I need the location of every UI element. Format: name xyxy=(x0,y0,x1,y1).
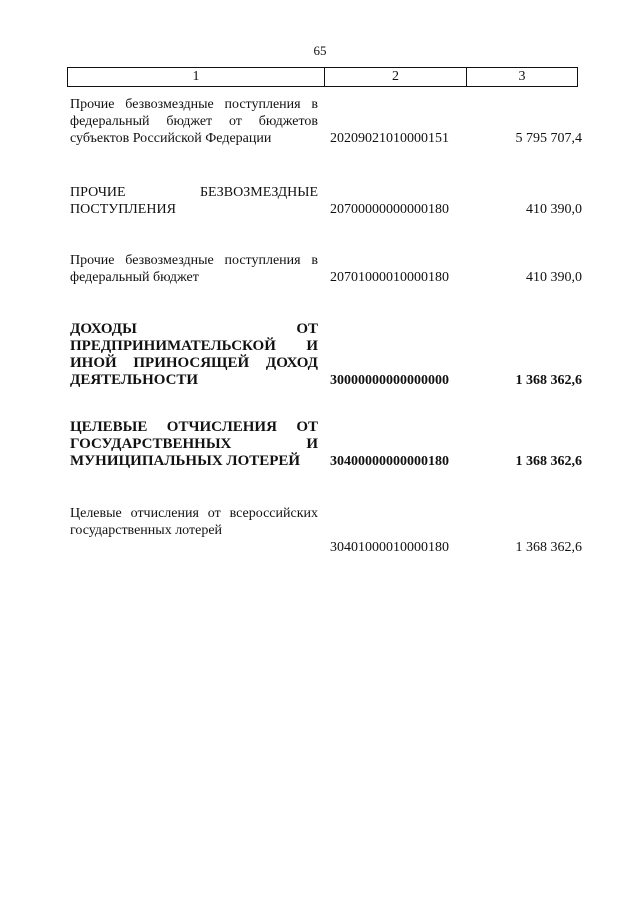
row-code: 30000000000000000 xyxy=(330,373,449,388)
column-header-1: 1 xyxy=(68,68,325,86)
row-name: Целевые отчисления от всероссийских государственных лотерей xyxy=(70,506,318,538)
column-header-3: 3 xyxy=(518,69,526,84)
page-number: 65 xyxy=(313,43,327,58)
row-name: ДОХОДЫ ОТ ПРЕДПРИНИМАТЕЛЬСКОЙ И ИНОЙ ПРИНОСЯЩЕЙ ДОХОД ДЕЯТЕЛЬНОСТИ xyxy=(70,321,318,388)
row-amount: 1 368 362,6 xyxy=(515,540,582,555)
row-amount: 5 795 707,4 xyxy=(515,131,582,146)
row-name: ПРОЧИЕ БЕЗВОЗМЕЗДНЫЕ ПОСТУПЛЕНИЯ xyxy=(70,185,318,217)
row-amount: 410 390,0 xyxy=(526,202,582,217)
row-amount: 1 368 362,6 xyxy=(515,454,582,469)
row-code: 30400000000000180 xyxy=(330,454,449,469)
row-name: Прочие безвозмездные поступления в федеральный бюджет xyxy=(70,253,318,285)
row-code: 20209021010000151 xyxy=(330,131,449,146)
row-code: 30401000010000180 xyxy=(330,540,449,555)
row-amount: 410 390,0 xyxy=(526,270,582,285)
table-header xyxy=(67,67,578,87)
row-code: 20700000000000180 xyxy=(330,202,449,217)
row-amount: 1 368 362,6 xyxy=(515,373,582,388)
row-name: Прочие безвозмездные поступления в федеральный бюджет от бюджетов субъектов Российской Федерации xyxy=(70,97,318,146)
row-code: 20701000010000180 xyxy=(330,270,449,285)
column-header-2: 2 xyxy=(325,68,467,86)
row-name: ЦЕЛЕВЫЕ ОТЧИСЛЕНИЯ ОТ ГОСУДАРСТВЕННЫХ И МУНИЦИПАЛЬНЫХ ЛОТЕРЕЙ xyxy=(70,419,318,469)
